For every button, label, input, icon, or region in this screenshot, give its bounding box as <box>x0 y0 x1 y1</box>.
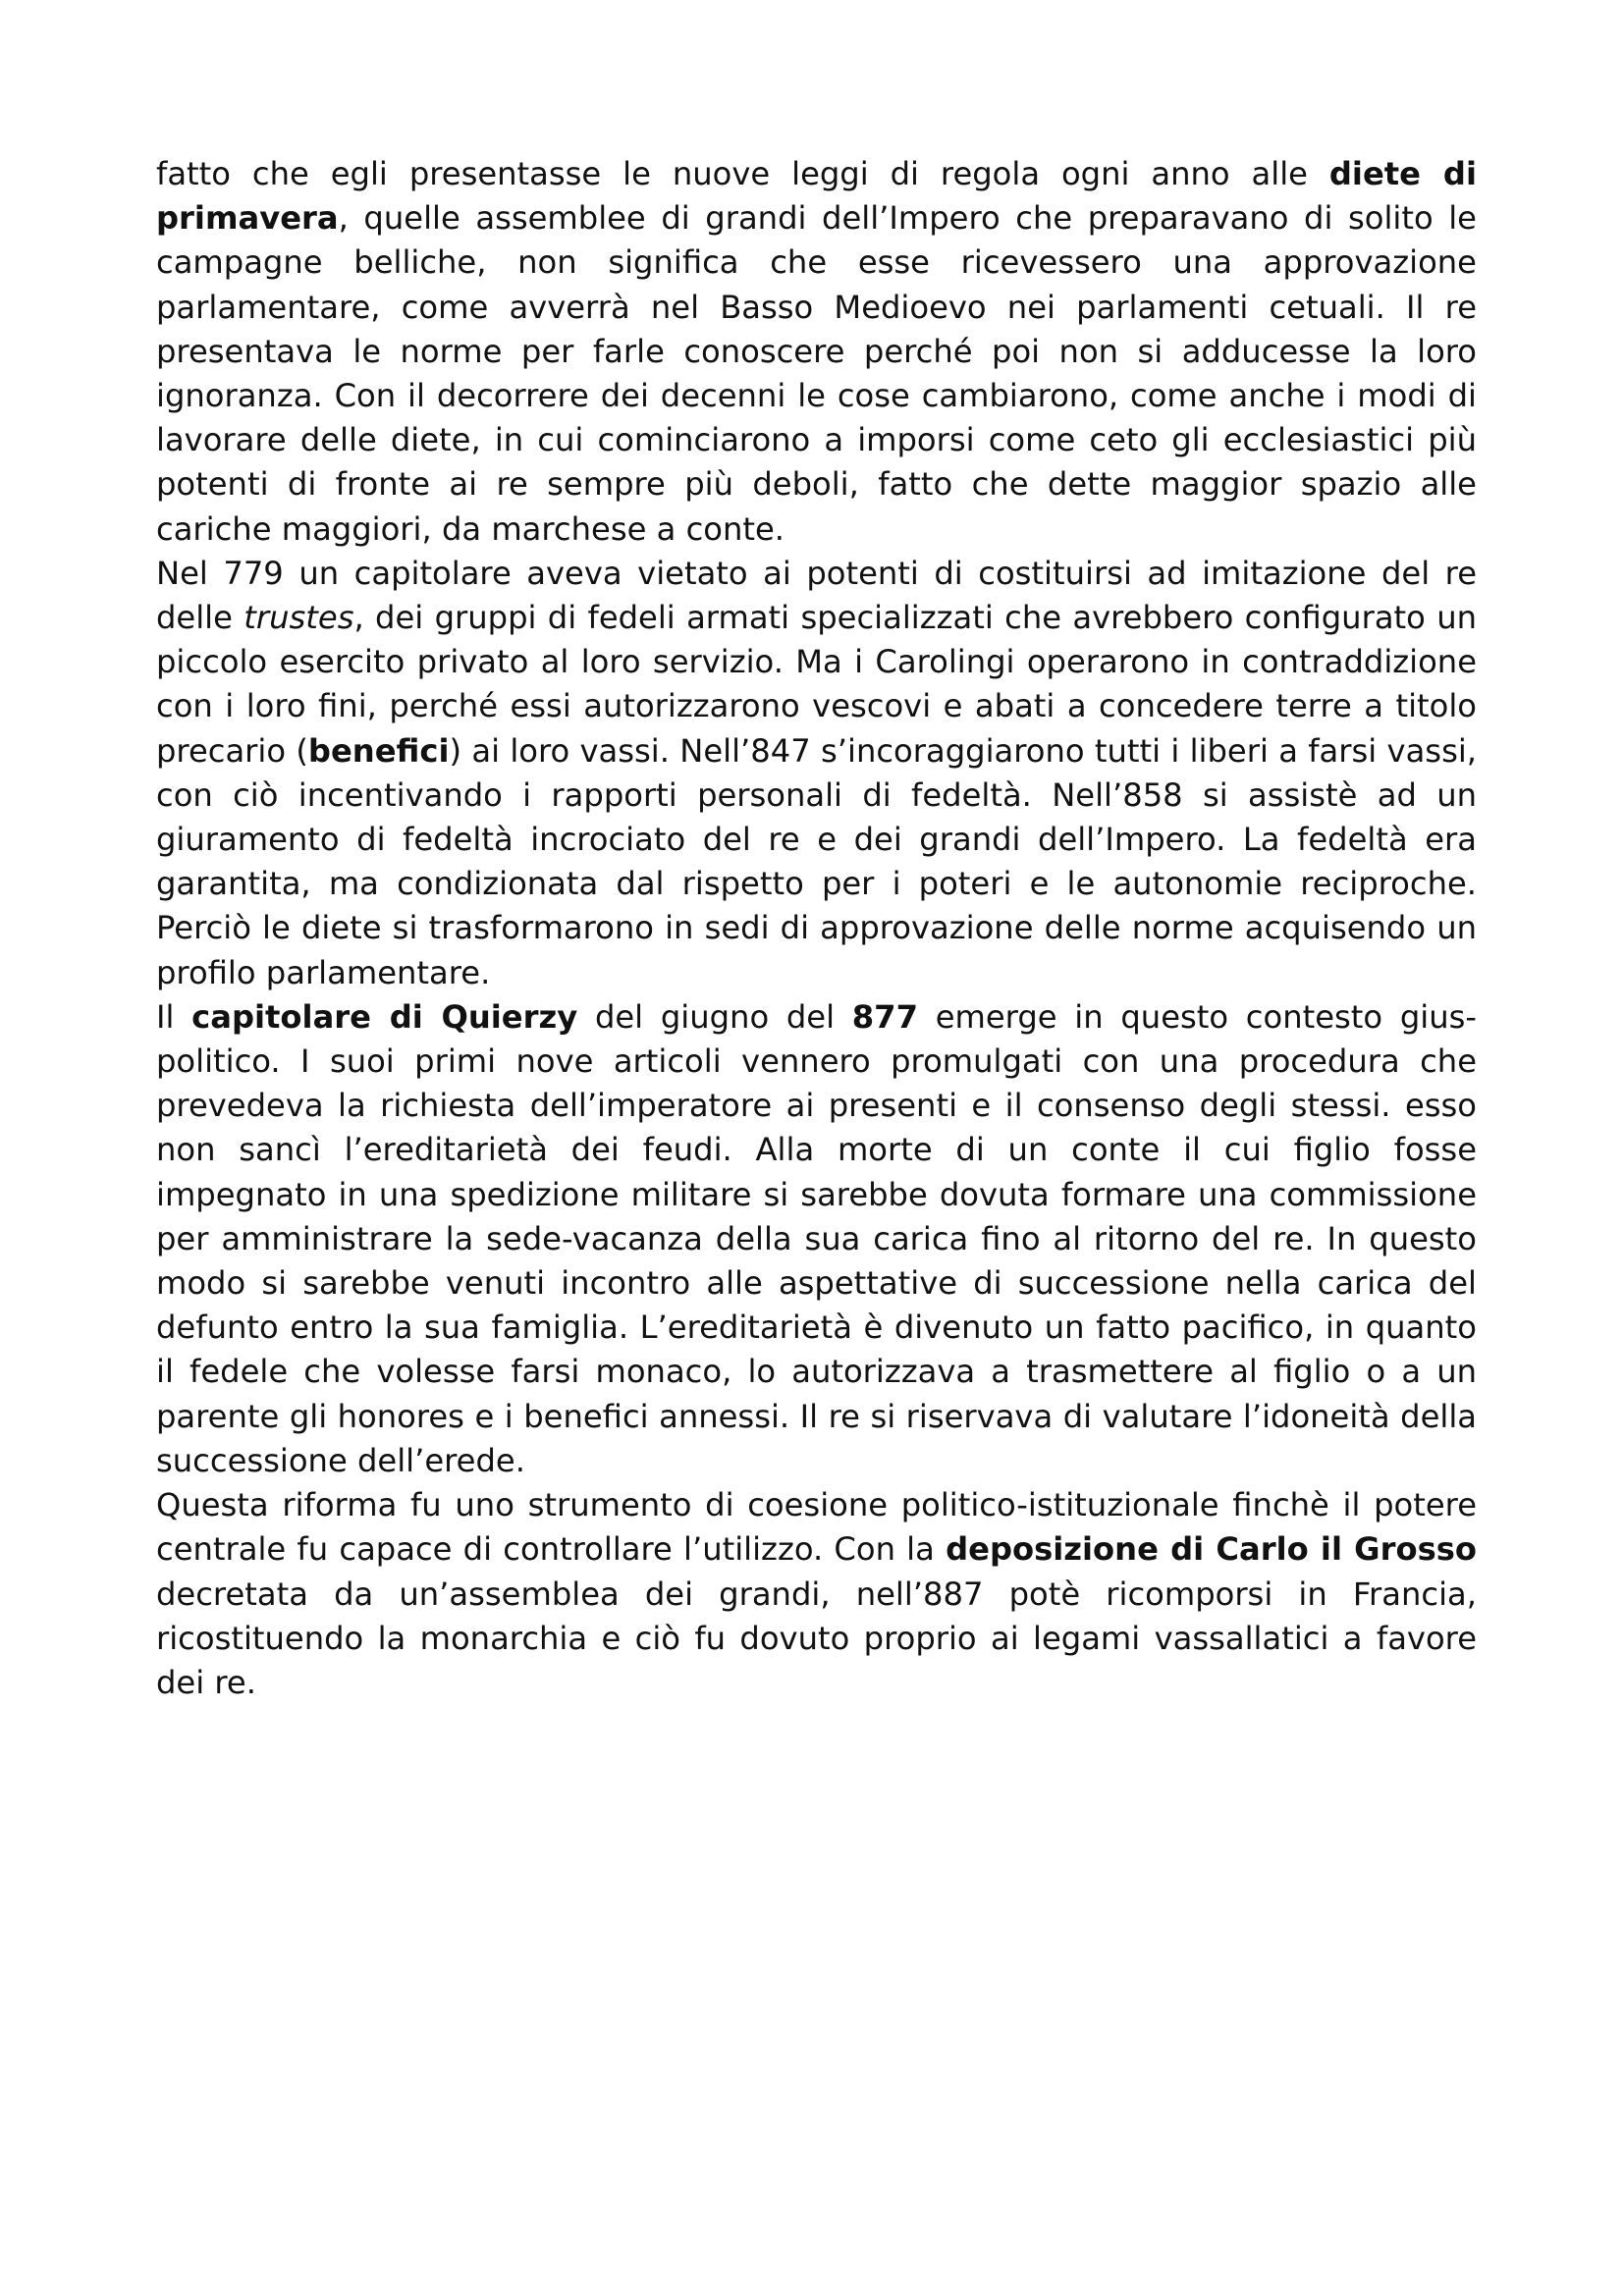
text-segment: , quelle assemblee di grandi dell’Impero che preparavano di solito le campagne belliche, non significa che esse ricevessero una approvazione parlamentare, come avverrà nel Basso Medioevo nei parlamenti cetuali. Il re presentava le norme per farle conoscere perché poi non si adducesse la loro ignoranza. Con il decorrere dei decenni le cose cambiarono, come anche i modi di lavorare delle diete, in cui cominciarono a imporsi come ceto gli ecclesiastici più potenti di fronte ai re sempre più deboli, fatto che dette maggior spazio alle cariche maggiori, da marchese a conte. <box>156 199 1477 548</box>
italic-term-trustes: trustes <box>243 599 354 637</box>
text-segment: fatto che egli presentasse le nuove leggi di regola ogni anno alle <box>156 155 1329 192</box>
bold-term-diete-di-primavera: diete di primavera <box>156 155 1477 238</box>
bold-term-deposizione-di-carlo-il-grosso: deposizione di Carlo il Grosso <box>946 1530 1477 1569</box>
paragraph-riforma <box>156 1483 1477 1705</box>
text-segment: decretata da un’assemblea dei grandi, nell’887 potè ricomporsi in Francia, ricostituendo la monarchia e ciò fu dovuto proprio ai legami vassallatici a favore dei re. <box>156 1575 1477 1701</box>
text-segment: Questa riforma fu uno strumento di coesione politico-istituzionale finchè il potere centrale fu capace di controllare l’utilizzo. Con la <box>156 1486 1477 1569</box>
bold-term-capitolare-di-quierzy: capitolare di Quierzy <box>191 997 578 1036</box>
body-text <box>156 152 1477 1705</box>
paragraph-quierzy <box>156 995 1477 1483</box>
text-segment: Il <box>156 997 192 1036</box>
text-segment: ) ai loro vassi. Nell’847 s’incoraggiarono tutti i liberi a farsi vassi, con ciò incentivando i rapporti personali di fedeltà. Nell’858 si assistè ad un giuramento di fedeltà incrociato del re e dei grandi dell’Impero. La fedeltà era garantita, ma condizionata dal rispetto per i poteri e le autonomie reciproche. Perciò le diete si trasformarono in sedi di approvazione delle norme acquisendo un profilo parlamentare. <box>156 731 1478 991</box>
text-segment: Nel 779 un capitolare aveva vietato ai potenti di costituirsi ad imitazione del re delle <box>156 554 1477 637</box>
paragraph-capitolare-779 <box>156 552 1477 995</box>
bold-term-877: 877 <box>851 997 918 1036</box>
text-segment: del giugno del <box>577 997 852 1036</box>
bold-term-benefici: benefici <box>307 731 450 770</box>
paragraph-diete <box>156 152 1477 552</box>
text-segment: emerge in questo contesto gius-politico. I suoi primi nove articoli vennero promulgati con una procedura che prevedeva la richiesta dell’imperatore ai presenti e il consenso degli stessi. esso non sancì l’ereditarietà dei feudi. Alla morte di un conte il cui figlio fosse impegnato in una spedizione militare si sarebbe dovuta formare una commissione per amministrare la sede-vacanza della sua carica fino al ritorno del re. In questo modo si sarebbe venuti incontro alle aspettative di successione nella carica del defunto entro la sua famiglia. L’ereditarietà è divenuto un fatto pacifico, in quanto il fedele che volesse farsi monaco, lo autorizzava a trasmettere al figlio o a un parente gli honores e i benefici annessi. Il re si riservava di valutare l’idoneità della successione dell’erede. <box>156 997 1477 1479</box>
text-segment: , dei gruppi di fedeli armati specializzati che avrebbero configurato un piccolo esercito privato al loro servizio. Ma i Carolingi operarono in contraddizione con i loro fini, perché essi autorizzarono vescovi e abati a concedere terre a titolo precario ( <box>156 599 1477 770</box>
